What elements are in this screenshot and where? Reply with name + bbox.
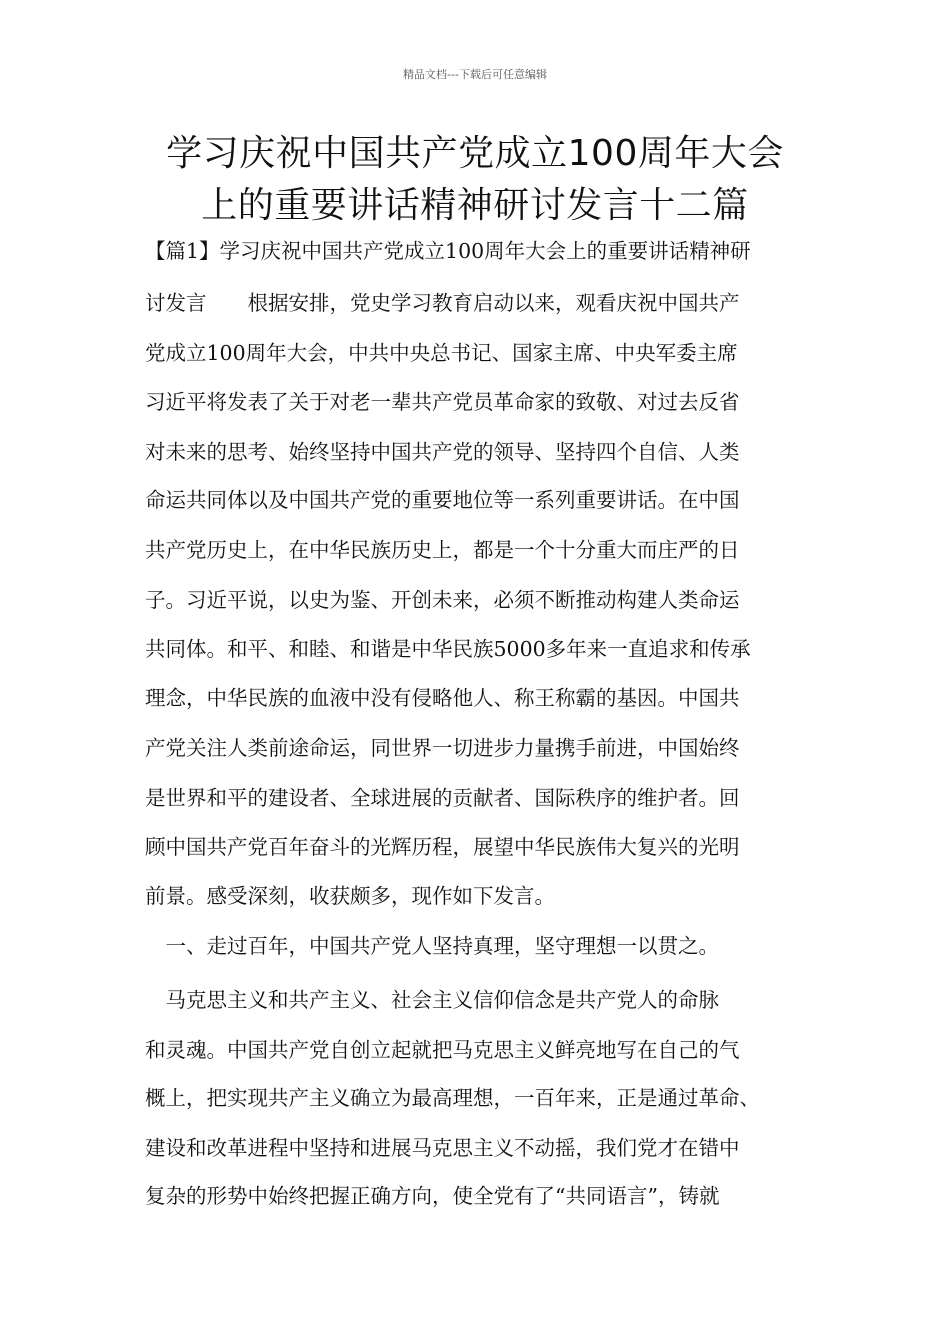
body-line: 马克思主义和共产主义、社会主义信仰信念是共产党人的命脉 — [145, 988, 719, 1012]
body-line: 命运共同体以及中国共产党的重要地位等一系列重要讲话。在中国 — [145, 488, 740, 512]
body-line: 顾中国共产党百年奋斗的光辉历程，展望中华民族伟大复兴的光明 — [145, 835, 740, 859]
body-line: 共同体。和平、和睦、和谐是中华民族5000多年来一直追求和传承 — [145, 637, 751, 661]
body-line: 习近平将发表了关于对老一辈共产党员革命家的致敬、对过去反省 — [145, 390, 740, 414]
header-note: 精品文档---下载后可任意编辑 — [403, 68, 547, 81]
document-title-line-2: 上的重要讲话精神研讨发言十二篇 — [201, 185, 749, 226]
body-line: 讨发言 根据安排，党史学习教育启动以来，观看庆祝中国共产 — [145, 291, 740, 315]
body-line: 理念，中华民族的血液中没有侵略他人、称王称霸的基因。中国共 — [145, 686, 740, 710]
document-title — [100, 128, 850, 232]
body-line: 【篇1】学习庆祝中国共产党成立100周年大会上的重要讲话精神研 — [145, 239, 751, 263]
body-line: 前景。感受深刻，收获颇多，现作如下发言。 — [145, 884, 555, 908]
document-title-line-1: 学习庆祝中国共产党成立100周年大会 — [166, 133, 784, 174]
body-line: 共产党历史上，在中华民族历史上，都是一个十分重大而庄严的日 — [145, 538, 740, 562]
body-line: 和灵魂。中国共产党自创立起就把马克思主义鲜亮地写在自己的气 — [145, 1038, 740, 1062]
body-line: 是世界和平的建设者、全球进展的贡献者、国际秩序的维护者。回 — [145, 786, 740, 810]
body-line: 子。习近平说，以史为鉴、开创未来，必须不断推动构建人类命运 — [145, 588, 740, 612]
body-line: 产党关注人类前途命运，同世界一切进步力量携手前进，中国始终 — [145, 736, 740, 760]
body-line: 建设和改革进程中坚持和进展马克思主义不动摇，我们党才在错中 — [145, 1136, 740, 1160]
body-line: 概上，把实现共产主义确立为最高理想，一百年来，正是通过革命、 — [145, 1086, 760, 1110]
body-line: 对未来的思考、始终坚持中国共产党的领导、坚持四个自信、人类 — [145, 440, 740, 464]
body-line: 复杂的形势中始终把握正确方向，使全党有了“共同语言”，铸就 — [145, 1184, 720, 1208]
body-line: 党成立100周年大会，中共中央总书记、国家主席、中央军委主席 — [145, 341, 738, 365]
section-heading: 一、走过百年，中国共产党人坚持真理，坚守理想一以贯之。 — [145, 934, 719, 958]
